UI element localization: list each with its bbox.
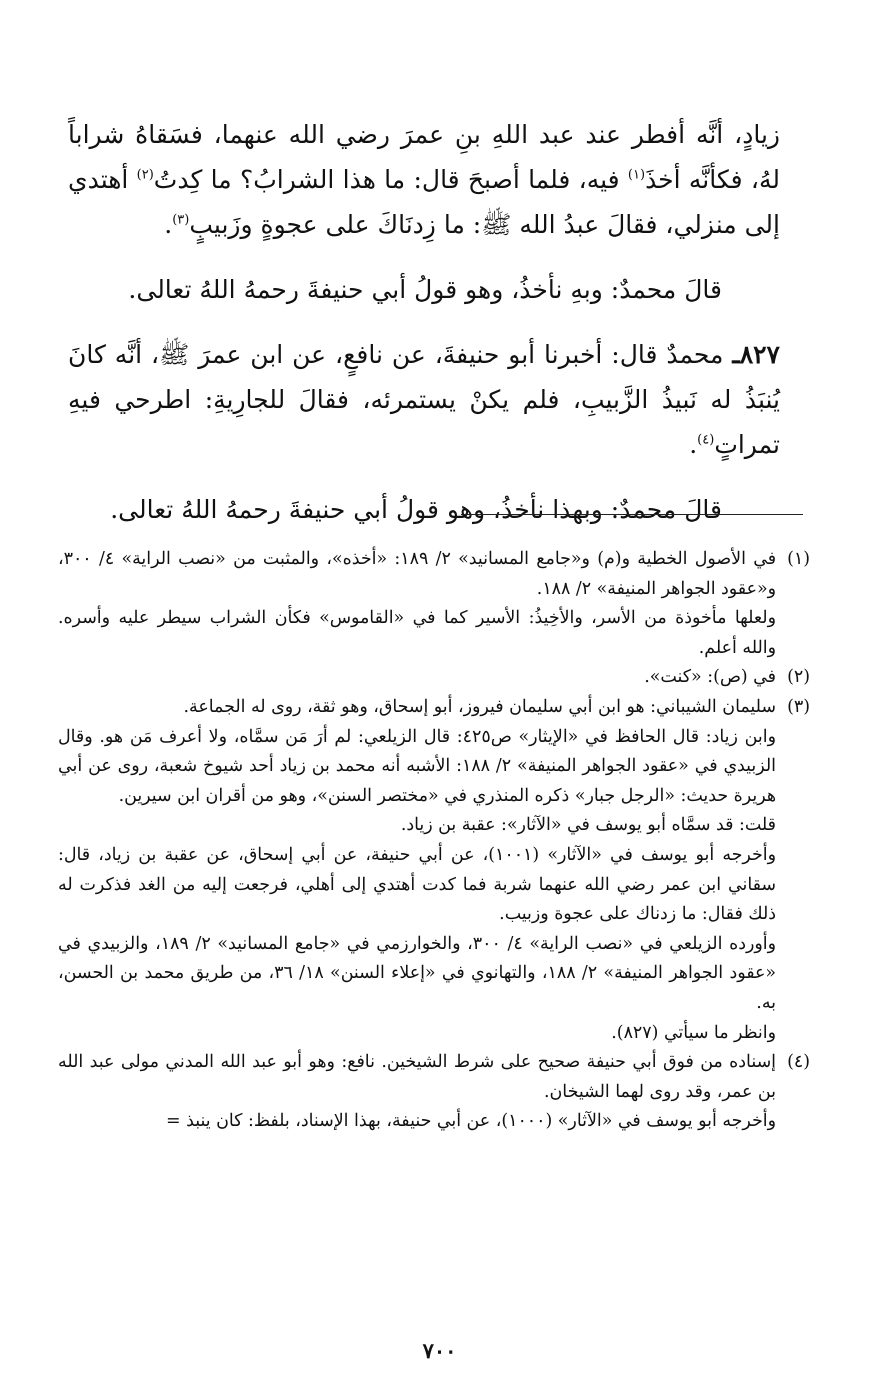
footnote-paragraph: وأورده الزيلعي في «نصب الراية» ٤/ ٣٠٠، والخوارزمي في «جامع المسانيد» ٢/ ١٨٩، والزبيدي في «عقود الجواهر المنيفة» ٢/ ١٨٨، والتهانوي في «إعلاء السنن» ١٨/ ٣٦، من طريق محمد بن الحسن، به.	[58, 933, 777, 1013]
footnote	[58, 663, 810, 693]
footnote-paragraph: سليمان الشيباني: هو ابن أبي سليمان فيروز، أبو إسحاق، وهو ثقة، روى له الجماعة.	[183, 696, 776, 717]
footnotes	[58, 545, 810, 1137]
main-paragraph	[68, 332, 780, 467]
main-text	[68, 112, 780, 552]
text-run: قالَ محمدٌ: وبهذا نأخذُ، وهو قولُ أبي حنيفةَ رحمهُ اللهُ تعالى.	[110, 495, 722, 524]
main-paragraph	[68, 487, 780, 532]
main-paragraph	[68, 112, 780, 247]
footnote-reference: (٢)	[136, 167, 154, 183]
footnote-paragraph: وأخرجه أبو يوسف في «الآثار» (١٠٠١)، عن أبي حنيفة، عن أبي إسحاق، عن عقبة بن زياد، قال: سقاني ابن عمر رضي الله عنهما شربة فما كدت أهتدي إلى أهلي، فرجعت إليه من الغد فذكرت له ذلك فقال: ما زدناك على عجوة وزبيب.	[58, 844, 776, 925]
footnote-marker: (١)	[787, 549, 810, 569]
hadith-number: ٨٢٧ـ	[732, 340, 780, 369]
footnote-reference: (١)	[627, 167, 646, 183]
text-run: .	[689, 430, 698, 459]
footnote-paragraph: وابن زياد: قال الحافظ في «الإيثار» ص٤٢٥: قال الزيلعي: لم أرَ مَن سمَّاه، ولا أعرف مَن هو. وقال الزبيدي في «عقود الجواهر المنيفة» ٢/ ١٨٨: الأشبه أنه محمد بن زياد أحد شيوخ شعبة، روى عن أبي هريرة حديث: «الرجل جبار» ذكره المنذري في «مختصر السنن»، وهو من أقران ابن سيرين.	[58, 726, 776, 806]
footnote	[58, 545, 810, 663]
footnote-paragraph: في الأصول الخطية و(م) و«جامع المسانيد» ٢/ ١٨٩: «أخذه»، والمثبت من «نصب الراية» ٤/ ٣٠٠، و«عقود الجواهر المنيفة» ٢/ ١٨٨.	[58, 549, 777, 599]
footnote-body	[58, 545, 776, 663]
footnote-reference: (٤)	[697, 432, 715, 448]
footnote-paragraph: قلت: قد سمَّاه أبو يوسف في «الآثار»: عقبة بن زياد.	[400, 815, 776, 836]
footnote-body	[58, 693, 776, 1048]
footnote	[58, 1048, 810, 1137]
text-run: .	[164, 210, 173, 239]
footnote-reference: (٣)	[172, 212, 190, 228]
text-run: أهتدي إلى منزلي، فقالَ عبدُ الله ﷺ: ما زِدنَاكَ على عجوةٍ وزَبيبٍ	[68, 165, 780, 239]
text-run: قالَ محمدٌ: وبهِ نأخذُ، وهو قولُ أبي حنيفةَ رحمهُ اللهُ تعالى.	[128, 275, 722, 304]
footnote-paragraph: وانظر ما سيأتي (٨٢٧).	[611, 1022, 776, 1043]
footnote-paragraph: إسناده من فوق أبي حنيفة صحيح على شرط الشيخين. نافع: وهو أبو عبد الله المدني مولى عبد الله بن عمر، وقد روى لهما الشيخان.	[58, 1052, 776, 1102]
footnote-paragraph: ولعلها مأخوذة من الأسر، والأخِيذُ: الأسير كما في «القاموس» فكأن الشراب سيطر عليه وأسره. والله أعلم.	[58, 608, 776, 658]
footnote-separator	[461, 514, 803, 515]
footnote-marker: (٣)	[787, 696, 810, 717]
text-run: زيادٍ، أنَّه أفطر عند عبد اللهِ بنِ عمرَ رضي الله عنهما، فسَقاهُ شراباً لهُ، فكأنَّه أخذَ	[68, 120, 780, 194]
footnote-paragraph: وأخرجه أبو يوسف في «الآثار» (١٠٠٠)، عن أبي حنيفة، بهذا الإسناد، بلفظ: كان ينبذ =	[166, 1111, 776, 1132]
text-run: فيه، فلما أصبحَ قال: ما هذا الشرابُ؟ ما كِدتُ	[153, 165, 628, 194]
text-run: محمدٌ قال: أخبرنا أبو حنيفةَ، عن نافعٍ، عن ابن عمرَ ﷺ، أنَّه كانَ يُنبَذُ له نَبيذُ الزَّبيبِ، فلم يكنْ يستمرئه، فقالَ للجارِيةِ: اطرحي فيهِ تمراتٍ	[68, 340, 780, 459]
footnote-body	[58, 663, 776, 693]
footnote	[58, 693, 810, 1048]
footnote-body	[58, 1048, 776, 1137]
main-paragraph	[68, 267, 780, 312]
page-number: ٧٠٠	[422, 1338, 457, 1363]
footnote-paragraph: في (ص): «كنت».	[644, 667, 776, 688]
footnote-marker: (٢)	[787, 667, 810, 688]
footnote-marker: (٤)	[787, 1052, 810, 1073]
